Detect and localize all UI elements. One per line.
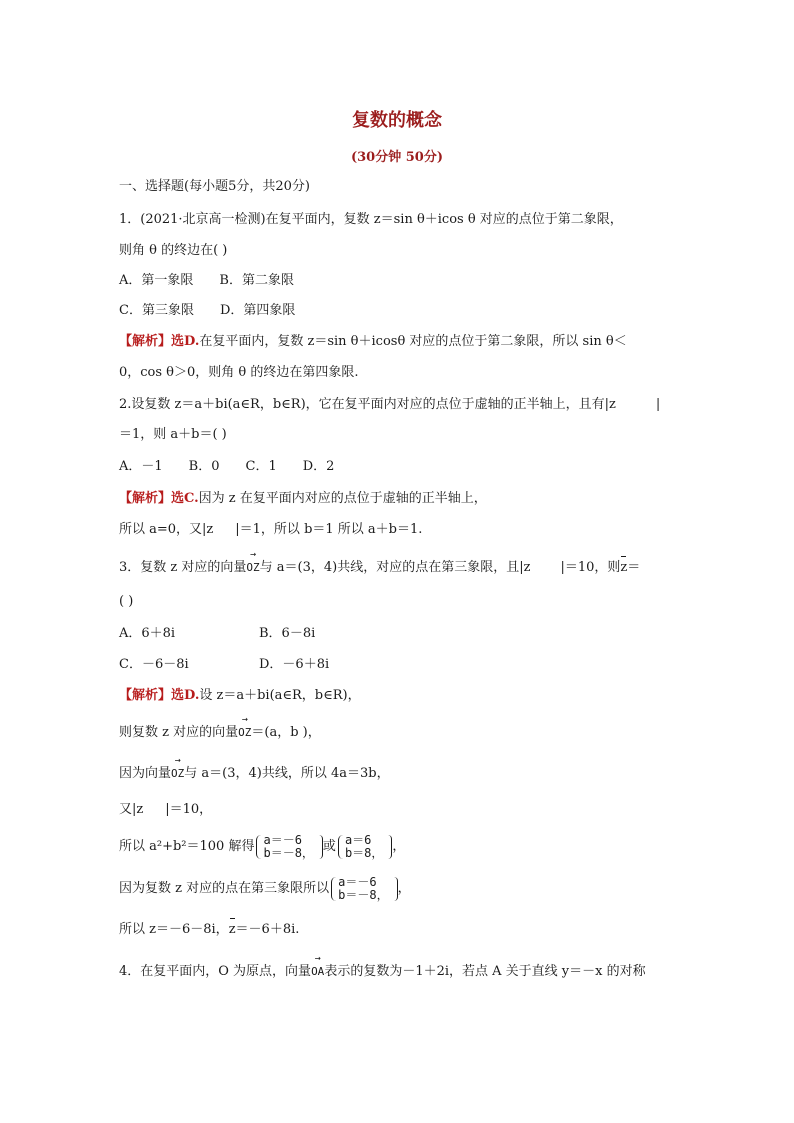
q1-answer-choice: 选D. [171, 334, 200, 349]
equation-system-1 [256, 834, 313, 860]
q3-answer-text7b: ＝－6＋8i. [235, 922, 300, 937]
q3-options-row1 [119, 625, 315, 643]
q3-answer-text6a: 因为复数 z 对应的点在第三象限所以 [119, 881, 330, 896]
system3-row2: b＝－8， [338, 887, 389, 902]
vector-arrow-icon: → [241, 714, 248, 725]
vector-oz [246, 549, 260, 577]
q3-answer-choice: 选D. [171, 688, 200, 703]
q2-option-d: D．2 [302, 459, 335, 474]
q3-answer-line6 [119, 872, 411, 906]
q1-answer-text1: 在复平面内，复数 z＝sin θ＋icosθ 对应的点位于第二象限，所以 sin θ＜ [199, 334, 627, 349]
q3-stem-text-c: |＝10，则 [560, 560, 621, 575]
q1-option-c: C．第三象限 [119, 303, 194, 318]
q2-option-a: A．－1 [119, 459, 163, 474]
q2-abs-bar: | [655, 397, 661, 412]
q1-answer-label: 【解析】 [119, 334, 172, 349]
q1-stem-line1: 1．(2021·北京高一检测)在复平面内，复数 z＝sin θ＋icos θ 对应的点位于第二象限， [119, 212, 623, 227]
section-heading: 一、选择题(每小题5分，共20分) [119, 179, 310, 194]
q2-answer-label: 【解析】 [119, 491, 172, 506]
q3-answer-text2b: ＝(a，b )， [251, 725, 321, 740]
q2-option-c: C．1 [245, 459, 277, 474]
q3-answer-text7a: 所以 z＝－6－8i， [119, 922, 229, 937]
q3-option-b: B．6－8i [259, 626, 316, 641]
system1-row2: b＝－8， [263, 845, 314, 860]
q3-answer-text5a: 所以 a²+b²＝100 解得 [119, 839, 255, 854]
q3-answer-text3b: 与 a＝(3，4)共线，所以 4a＝3b， [184, 766, 390, 781]
q3-answer-text2a: 则复数 z 对应的向量 [119, 725, 239, 740]
system2-row2: b＝8， [344, 845, 384, 860]
q3-stem-text-d: ＝ [627, 560, 641, 575]
vector-arrow-icon: → [250, 549, 257, 560]
conjugate-z-label: z [620, 560, 628, 575]
conjugate-z [229, 921, 236, 939]
q4-stem-text-a: 4．在复平面内，O 为原点，向量 [119, 964, 312, 979]
q3-option-d: D．－6＋8i [259, 657, 330, 672]
q3-answer-line2 [119, 714, 321, 742]
q3-answer-text6-end: ， [397, 881, 411, 896]
q2-answer-choice: 选C. [171, 491, 199, 506]
q3-stem-line2: ( ) [119, 594, 134, 609]
q3-answer-text4a: 又|z [119, 802, 144, 817]
q1-stem-line2: 则角 θ 的终边在( ) [119, 243, 228, 258]
q3-stem-text-a: 3．复数 z 对应的向量 [119, 560, 247, 575]
q1-answer-line1 [119, 333, 627, 351]
vector-oz [171, 755, 185, 783]
q1-answer-line2: 0，cos θ＞0，则角 θ 的终边在第四象限. [119, 365, 359, 380]
q3-answer-line7 [119, 921, 299, 939]
q2-stem-text: 2.设复数 z＝a＋bi(a∈R，b∈R)，它在复平面内对应的点位于虚轴的正半轴上，且有|z [119, 397, 616, 412]
q4-stem-text-b: 表示的复数为－1＋2i，若点 A 关于直线 y＝－x 的对称 [324, 964, 646, 979]
vector-oa [311, 953, 325, 981]
conjugate-z [620, 559, 627, 577]
vector-oz-label: OZ [246, 561, 260, 574]
system1-row1: a＝－6 [263, 832, 302, 847]
q3-answer-line3 [119, 755, 390, 783]
vector-arrow-icon: → [174, 755, 181, 766]
system2-row1: a＝6 [344, 832, 372, 847]
q3-stem-text-b: 与 a＝(3，4)共线，对应的点在第三象限，且|z [259, 560, 531, 575]
q2-answer-line2 [119, 521, 422, 539]
vector-oz-label: OZ [238, 726, 252, 739]
equation-system-2 [338, 834, 383, 860]
q3-option-a: A．6＋8i [119, 626, 176, 641]
q3-answer-or: 或 [322, 839, 336, 854]
q3-answer-text1: 设 z＝a＋bi(a∈R，b∈R)， [199, 688, 361, 703]
q2-answer-line1 [119, 490, 487, 508]
page-subtitle: (30分钟 50分) [350, 150, 443, 165]
q2-stem-line2: ＝1，则 a＋b＝( ) [119, 427, 227, 442]
q3-answer-text3a: 因为向量 [119, 766, 172, 781]
q3-answer-text4b: |＝10， [165, 802, 213, 817]
q2-answer-text2b: |＝1，所以 b＝1 所以 a＋b＝1. [235, 522, 423, 537]
equation-system-3 [331, 876, 388, 902]
q3-answer-line4 [119, 801, 212, 819]
q3-answer-label: 【解析】 [119, 688, 172, 703]
system3-row1: a＝－6 [338, 874, 377, 889]
q3-option-c: C．－6－8i [119, 657, 189, 672]
q3-answer-text5-end: ， [392, 839, 406, 854]
vector-oz [238, 714, 252, 742]
vector-oz-label: OZ [171, 767, 185, 780]
q2-stem-line1 [119, 396, 660, 414]
q3-answer-line5 [119, 830, 405, 864]
q4-stem-line1 [119, 953, 646, 981]
conjugate-z-label: z [228, 922, 236, 937]
q2-options [119, 458, 334, 476]
q1-options-row2 [119, 302, 295, 320]
q3-options-row2 [119, 656, 329, 674]
vector-oa-label: OA [311, 965, 325, 978]
q3-answer-line1 [119, 687, 361, 705]
q1-option-b: B．第二象限 [219, 273, 294, 288]
q1-option-a: A．第一象限 [119, 273, 194, 288]
q3-stem-line1 [119, 549, 641, 577]
q2-answer-text1: 因为 z 在复平面内对应的点位于虚轴的正半轴上， [198, 491, 487, 506]
q2-option-b: B．0 [188, 459, 220, 474]
q2-answer-text2a: 所以 a=0，又|z [119, 522, 214, 537]
vector-arrow-icon: → [314, 953, 321, 964]
page-title: 复数的概念 [352, 110, 442, 131]
q1-options-row1 [119, 272, 294, 290]
q1-option-d: D．第四象限 [219, 303, 296, 318]
